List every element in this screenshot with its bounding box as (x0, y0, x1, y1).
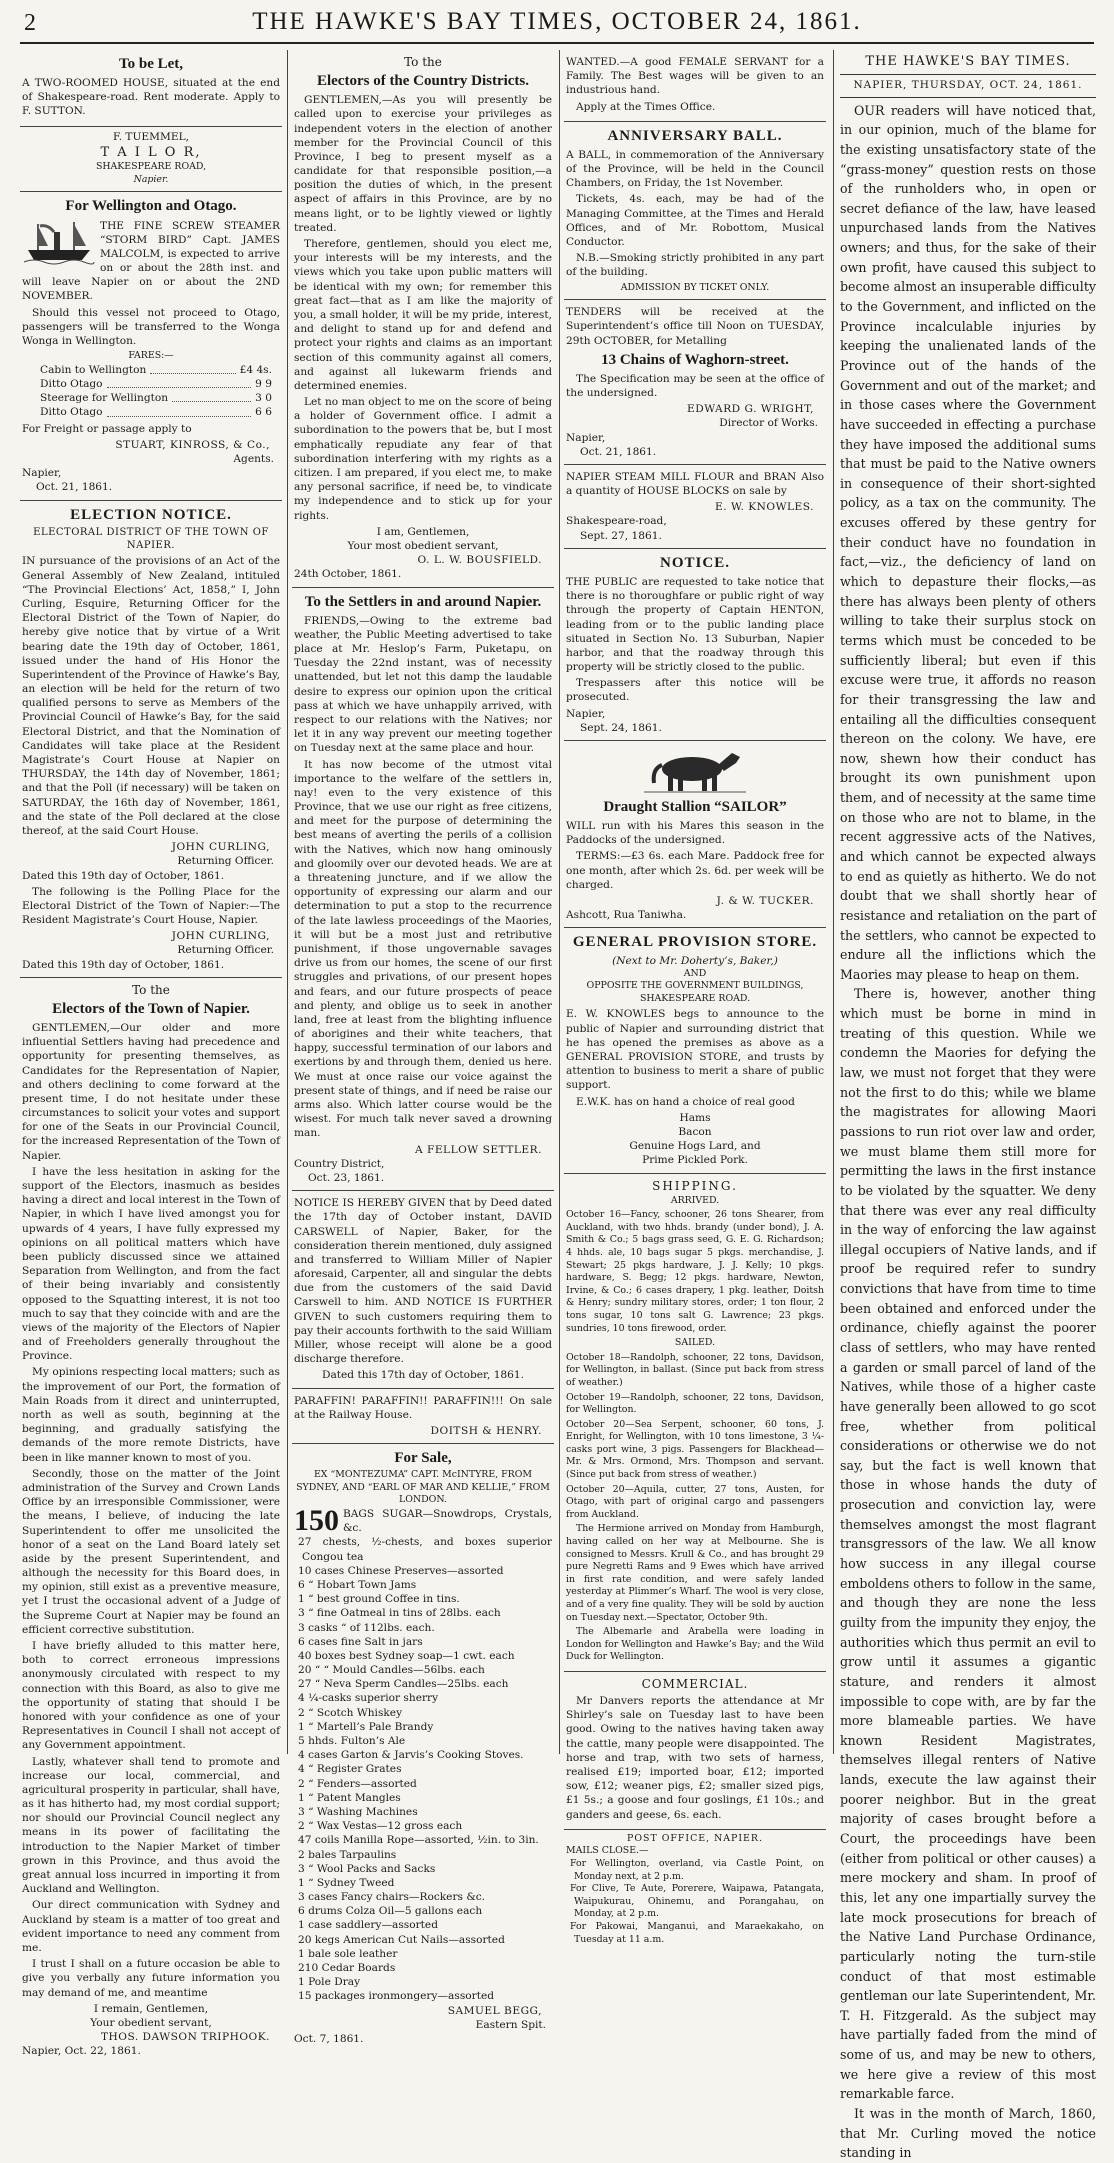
carswell-notice (292, 1191, 554, 1388)
address-body (294, 614, 552, 1141)
page-number: 2 (24, 10, 36, 36)
advert-note: Should this vessel not proceed to Otago, passengers will be transferred to the Wonga Wonga in Wellington. (22, 306, 280, 348)
signer: JOHN CURLING, (171, 841, 270, 854)
paragraph: There is, however, another thing which must be borne in mind in treating of this question. While we condemn the Maories for defying the law, we must not forget that they were not the first to do this; while we blame the magistrates for allowing Maori passions to run riot over law and order, we must blame them still more for permitting the laws in the first instance to be violated by the squatter. We deny that there was ever any real difficulty in the way of enforcing the law against illegal occupiers of Native lands, and if proof be required refer to sundry convictions that have from time to time been obtained and enforced under the ordinance, chiefly against the poorer class of settlers, who may have rented a garden or small parcel of land of the Natives, while those of a higher caste have generally been allowed to go scot free, whether from political considerations or otherwise we do not say, but the fact is well known that those in whose hands the duty of prosecution and conviction lay, were themselves amongst the most flagrant transgressors of the law. We all know how success in any illegal course emboldens others to follow in the same, and though they are none the less guilty from the impunity they enjoy, the authorities which thus permit an evil to grow until it assumes a gigantic stature, and renders it almost impossible to cope with, are by far the more blameable parties. We have known Resident Magistrates, themselves illegal renters of Native lands, execute the law against their poorer neighbor. But in the great majority of cases brought before a Court, the proceedings have been (either from political or other causes) a mere mockery and sham. In proof of this, let any one impartially survey the late mock prosecutions for breach of the Native Land Purchase Ordinance, particularly noting the turn-stile conduct of that most estimable gentleman our late Superintendent, Mr. T. H. Fitzgerald. As the subject may have partially faded from the mind of some of us, and may be new to others, we here give a review of this most remarkable farce. (840, 986, 1096, 2102)
paragraph: Let no man object to me on the score of being a holder of Government office. I admit a subordination to the powers that be, but I most emphatically repudiate any fear of that subordination interfering with my rights as a citizen. I am prepared, if you elect me, to make any personal sacrifice, if need be, to vindicate my independence and to stick up for your rights. (294, 396, 552, 522)
sale-items-list (294, 1535, 552, 2003)
sale-item: 3 “ Washing Machines (298, 1805, 418, 1818)
sale-item: 210 Cedar Boards (298, 1962, 396, 1975)
store-sub: (Next to Mr. Doherty’s, Baker,) (612, 954, 778, 967)
tailor-advert (20, 127, 282, 193)
store-good: Prime Pickled Pork. (642, 1154, 748, 1167)
store-good: Bacon (678, 1125, 712, 1138)
signer: DOITSH & HENRY. (430, 1424, 542, 1437)
wanted-advert (564, 50, 826, 122)
closing: Your obedient servant, (90, 2016, 212, 2029)
advert-title: Electors of the Town of Napier. (52, 1000, 250, 1017)
sale-item: 4 ¼-casks superior sherry (298, 1692, 439, 1705)
advert-date: Oct. 21, 1861. (36, 481, 113, 494)
paragraph: October 20—Sea Serpent, schooner, 60 tons, J. Enright, for Wellington, with 10 tons limestone, 3 ¼-casks port wine, 3 pigs. Passengers for Blackhead—Mr. & Mrs. Ormond, Mrs. Thompson and servant. (Since put back from stress of weather.) (566, 1418, 824, 1481)
advert-title: ANNIVERSARY BALL. (607, 127, 783, 144)
sale-item: 6 cases fine Salt in jars (298, 1635, 423, 1648)
column-3 (564, 50, 826, 1945)
advert-title: To the Settlers in and around Napier. (304, 593, 542, 610)
fare-row (22, 377, 280, 391)
sale-item: 3 casks “ of 112lbs. each. (298, 1621, 435, 1634)
column-rule (287, 50, 288, 1754)
signer: EDWARD G. WRIGHT, (686, 403, 814, 416)
stallion-terms: TERMS:—£3 6s. each Mare. Paddock free for one month, after which 2s. 6d. per week will be charged. (566, 850, 824, 891)
advert-date: 24th October, 1861. (294, 568, 402, 581)
advert-body: PARAFFIN! PARAFFIN!! PARAFFIN!!! On sale at the Railway House. (294, 1394, 552, 1421)
sale-item: 40 boxes best Sydney soap—1 cwt. each (298, 1649, 515, 1662)
paragraph: I have briefly alluded to this matter here, both to correct erroneous impressions anonymously circulated with respect to my connection with this Board, as also to give me the opportunity of stating that should I be honored with your confidence as one of your Representatives in Council I shall not accept of any Government appointment. (22, 1640, 280, 1752)
paragraph: Lastly, whatever shall tend to promote and increase our local, commercial, and agricultural prosperity in particular, shall have, as it has hitherto had, my most cordial support; nor should our Provincial Council neglect any means in its power of facilitating the introduction to the Napier Market of timber grown in this Province, and thus avoid the great annual loss incurred in importing it from Auckland and Wellington. (22, 1755, 280, 1896)
signer-role: Returning Officer. (177, 944, 274, 957)
advert-place: Napier, (566, 707, 606, 720)
sale-item: 15 packages ironmongery—assorted (298, 1990, 494, 2003)
newspaper-title: THE HAWKE'S BAY TIMES, OCTOBER 24, 1861. (252, 8, 862, 35)
tailor-trade: T A I L O R, (100, 144, 202, 160)
triphook-address (20, 978, 282, 2064)
advert-body: TENDERS will be received at the Superintendent’s office till Noon on TUESDAY, 29th OCTOBER, for Metalling (566, 306, 824, 347)
sale-item: 3 “ fine Oatmeal in tins of 28lbs. each (298, 1607, 501, 1620)
advert-body: WILL run with his Mares this season in the Paddocks of the undersigned. (566, 820, 824, 847)
advert-title: GENERAL PROVISION STORE. (572, 934, 818, 951)
paragraph: Our direct communication with Sydney and Auckland by steam is a matter of too great and evident importance to need any comment from me. (22, 1899, 280, 1954)
horse-icon (566, 747, 824, 795)
fare-price: 6 6 (255, 406, 272, 419)
store-sub: OPPOSITE THE GOVERNMENT BUILDINGS, SHAKESPEARE ROAD. (586, 980, 804, 1004)
advert-body: NAPIER STEAM MILL FLOUR and BRAN Also a quantity of HOUSE BLOCKS on sale by (566, 470, 824, 498)
fare-price: £4 4s. (239, 363, 272, 376)
mail-line: For Pakowai, Manganui, and Maraekakaho, on Tuesday at 11 a.m. (570, 1920, 824, 1945)
sale-item: 2 “ Wax Vestas—12 gross each (298, 1820, 463, 1833)
leader-dots (107, 405, 252, 416)
dated-line: Dated this 17th day of October, 1861. (321, 1369, 525, 1382)
editorial-body (840, 101, 1096, 2163)
sale-item: 1 “ Patent Mangles (298, 1791, 401, 1804)
sailings-list (566, 1352, 824, 1522)
signer: A FELLOW SETTLER. (414, 1143, 542, 1156)
shipping-news (566, 1523, 824, 1664)
advert-title: NOTICE. (660, 554, 730, 571)
district-heading: ELECTORAL DISTRICT OF THE TOWN OF NAPIER. (33, 526, 269, 551)
sale-item: 3 “ Wool Packs and Sacks (298, 1862, 436, 1875)
sale-item: 20 kegs American Cut Nails—assorted (298, 1933, 505, 1946)
for-sale-advert (292, 1444, 554, 2051)
advert-place: Shakespeare-road, (566, 515, 667, 528)
sale-item: 2 “ Fenders—assorted (298, 1777, 417, 1790)
sale-item: 4 cases Garton & Jarvis’s Cooking Stoves. (298, 1749, 524, 1762)
mails-label: MAILS CLOSE.— (566, 1845, 649, 1857)
polling-place: The following is the Polling Place for the Electoral District of the Town of Napier:—The Resident Magistrate’s Court House, Napier. (22, 885, 280, 927)
sale-item: 10 cases Chinese Preserves—assorted (298, 1564, 504, 1577)
shipping-arrived: ARRIVED. (670, 1194, 720, 1206)
advert-body: NOTICE IS HEREBY GIVEN that by Deed dated the 17th day of October instant, DAVID CARSWELL of Napier, Baker, for the consideration therein mentioned, duly assigned and transferred to William Miller of Napier aforesaid, Carpenter, all and singular the debts due from the customers of the said David Carswell to him. AND NOTICE IS FURTHER GIVEN to such customers requiring them to pay their accounts forthwith to the said William Miller, whose receipt will alone be a good discharge therefore. (294, 1197, 552, 1366)
fare-label: Ditto Otago (40, 378, 103, 390)
editorial-date: NAPIER, THURSDAY, OCT. 24, 1861. (840, 75, 1096, 97)
tenders-spec: The Specification may be seen at the office of the undersigned. (566, 372, 824, 399)
paragraph: Secondly, those on the matter of the Joint administration of the Survey and Crown Lands Office by an irresponsible Commissioner, were the means, I believe, of inducing the late Superintendent to offer me unsolicited the honor of a seat on the Land Board lately set aside by the present Superintendent, and although the necessity for this Board does, in my opinion, still exist as a preventive measure, yet I trust the occasional advent of a Judge of the Supreme Court at Napier may be found an efficient corrective substitution. (22, 1467, 280, 1636)
tailor-town: Napier. (133, 173, 169, 185)
commercial-body: Mr Danvers reports the attendance at Mr Shirley’s sale on Tuesday last to have been good. Owing to the natives having taken away the cattle, many people were disappointed. The horse and trap, with two sets of harness, realised £19; imported boar, £12; imported sow, £12; weaner pigs, £2; smaller sized pigs, £1 5s.; a goose and four goslings, £1 10s.; and ganders and geese, 6s. each. (566, 1695, 824, 1821)
column-2 (292, 50, 554, 2045)
agents-name: STUART, KINROSS, & Co., (115, 438, 270, 451)
sale-item: 3 cases Fancy chairs—Rockers &c. (298, 1891, 486, 1904)
dated-line: Dated this 19th day of October, 1861. (22, 958, 225, 971)
advert-title: To the (132, 982, 170, 997)
advert-body: IN pursuance of the provisions of an Act of the General Assembly of New Zealand, intituled “The Provincial Elections’ Act, 1858,” I, John Curling, Esquire, Returning Officer for the Electoral District of the Town of Napier, do hereby give notice that by virtue of a Writ bearing date the 19th day of October, 1861, issued under the hand of His Honor the Superintendent of the Province of Hawke’s Bay, an election will be held for the return of two qualified persons to serve as Members of the Provincial Council of Hawke’s Bay, for the said Electoral District, and that the Nomination of Candidates will take place at the Resident Magistrate’s Court House at Napier on THURSDAY, the 14th day of November, 1861; and that the Poll (if necessary) will be taken on SATURDAY, the 16th day of November, 1861, and the state of the Poll declared at the close thereof, at the said Court House. (22, 555, 280, 837)
advert-subtitle: EX “MONTEZUMA” CAPT. McINTYRE, FROM SYDNEY, AND “EARL OF MAR AND KELLIE,” FROM LONDON. (296, 1469, 550, 1506)
paragraph: October 18—Randolph, schooner, 22 tons, Davidson, for Wellington, in ballast. (Since put back from stress of weather.) (566, 1351, 824, 1388)
advert-body: A BALL, in commemoration of the Anniversary of the Province, will be held in the Council Chambers, on Friday, the 1st November. (566, 148, 824, 190)
store-good: Genuine Hogs Lard, and (629, 1140, 761, 1153)
signer: J. & W. TUCKER. (716, 895, 814, 908)
sale-item: 1 “ Martell’s Pale Brandy (298, 1720, 434, 1733)
closing: Your most obedient servant, (347, 539, 499, 552)
sale-item: 1 “ Sydney Tweed (298, 1876, 395, 1889)
stallion-advert (564, 741, 826, 928)
ball-admission: ADMISSION BY TICKET ONLY. (620, 281, 770, 293)
signer: SAMUEL BEGG, (447, 2004, 542, 2017)
trespass-warning: Trespassers after this notice will be prosecuted. (566, 677, 824, 704)
sale-first-item: BAGS SUGAR—Snowdrops, Crystals, &c. (343, 1508, 552, 1535)
sale-item: 20 “ “ Mould Candles—56lbs. each (298, 1664, 485, 1677)
flour-advert (564, 465, 826, 549)
closing: I remain, Gentlemen, (93, 2002, 209, 2015)
post-office-section (564, 1830, 826, 1951)
advert-body: THE PUBLIC are requested to take notice that there is no thoroughfare or public right of way through the property of Captain HENTON, leading from or to the public landing place situated in Section No. 13 Suburban, Napier harbor, and that the roadway through this property will be strictly closed to the public. (566, 575, 824, 674)
sale-item: 1 Pole Dray (298, 1976, 361, 1989)
election-notice (20, 501, 282, 978)
fare-row (22, 405, 280, 419)
advert-body: WANTED.—A good FEMALE SERVANT for a Family. The Best wages will be given to an industrious hand. (566, 56, 824, 97)
column-4-editorial (840, 50, 1096, 2161)
to-let-advert (20, 50, 282, 127)
mail-line: For Wellington, overland, via Castle Point, on Monday next, at 2 p.m. (570, 1857, 824, 1882)
fare-price: 3 0 (255, 392, 272, 405)
advert-body: E. W. KNOWLES begs to announce to the public of Napier and surrounding district that he has opened the premises as above as a GENERAL PROVISION STORE, and trusts by attention to business to merit a share of public support. (566, 1008, 824, 1092)
fare-row (22, 363, 280, 377)
masthead (20, 4, 1094, 44)
advert-title: To the (404, 55, 442, 69)
advert-place: Ashcott, Rua Taniwha. (566, 909, 687, 922)
dated-line: Dated this 19th day of October, 1861. (22, 869, 225, 882)
paragraph: OUR readers will have noticed that, in our opinion, much of the blame for the existing unsatisfactory state of the “grass-money” question rests on those of the runholders who, in open or secret defiance of the law, have leased unpurchased lands from the Natives owners; and thus, for the sake of their own profit, have caused this subject to become almost an insuperable difficulty to the Government, and inflicted on the Province incalculable injuries by keeping the unalienated lands of the Province out of the hands of the Government and out of the market; and in those cases where the Government have succeeded in effecting a purchase they have imposed the additional sums that must be paid to the Native owners in consequence of their short-sighted policy, as a tax on the community. The excuses offered by these gentry for their conduct have no foundation in fact,—viz., the deficiency of land on which to depasture their flocks,—as there has always been plenty of others willing to take their surplus stock on terms which must be conceded to be sufficiently liberal; but even if this excuse were true, it affords no reason for their transgressing the law and entailing all the difficulties consequent thereon on the colony. We have, ere now, shewn how their conduct has brought its own punishment upon them, and of necessity at the same time on those who are not to blame, in the recent aggressive acts of the Natives, and which cannot be expected always to end as quietly as hitherto. We do not doubt that we shall shortly hear of resistance and retaliation on the part of the settlers, who cannot be expected to endure all the inflictions which the Maories may please to heap on them. (840, 102, 1096, 982)
sale-item: 6 “ Hobart Town Jams (298, 1578, 417, 1591)
arrivals-list (566, 1209, 824, 1335)
paragraph: FRIENDS,—Owing to the extreme bad weather, the Public Meeting advertised to take place at Mr. Heslop’s Farm, Puketapu, on Tuesday the 22nd instant, was of necessity unattended, but let not this damp the laudable desire to express our opinion upon the critical pass at which we have unhappily arrived, with respect to our relations with the Natives; nor let it in any way prevent our meeting together on Tuesday next at the same place and hour. (294, 614, 552, 755)
advert-title: To be Let, (118, 56, 184, 72)
advert-place: Napier, (566, 431, 606, 444)
fares-list (22, 363, 280, 420)
steamship-icon (24, 220, 94, 268)
steamer-advert (20, 192, 282, 500)
advert-title: For Sale, (394, 1450, 452, 1467)
signer-role: Returning Officer. (177, 855, 274, 868)
fare-label: Ditto Otago (40, 406, 103, 419)
address-body (294, 93, 552, 523)
sale-lead (294, 1504, 552, 1538)
advert-body: THE FINE SCREW STEAMER “STORM BIRD” Capt. JAMES MALCOLM, is expected to arrive on or about the 28th inst. and will leave Napier on or about the 2ND NOVEMBER. (22, 219, 280, 303)
advert-place: Napier, (22, 467, 62, 480)
advert-title: Electors of the Country Districts. (316, 73, 530, 90)
column-1 (20, 50, 282, 2058)
paragraph: October 19—Randolph, schooner, 22 tons, Davidson, for Wellington. (566, 1391, 824, 1416)
section-title: COMMERCIAL. (641, 1676, 749, 1691)
fare-price: 9 9 (255, 378, 272, 390)
paragraph: GENTLEMEN,—As you will presently be called upon to exercise your privileges as independent voters in the election of another member for the Provincial Council of this Province, I beg to present myself as a candidate for that responsible position,—a position the duties of which, in the present aspect of affairs in this Province, are by no means light, or to be lightly viewed or lightly treated. (294, 94, 552, 234)
advert-date: Oct. 7, 1861. (294, 2032, 364, 2045)
paragraph: GENTLEMEN,—Our older and more influential Settlers having had precedence and opportunity for presenting themselves, as Candidates for the Representation of Napier, and others declining to come forward at the present time, I do not hesitate under these circumstances to solicit your votes and support for one of the Seats in our Provincial Council, for the increased Representation of the Town of Napier. (22, 1021, 280, 1162)
shipping-sailed: SAILED. (674, 1337, 716, 1349)
paragraph: My opinions respecting local matters; such as the improvement of our Port, the formation of Main Roads from it direct and uninterrupted, north as well as south, beginning at the beginning, and gradually satisfying the demands of the more remote Districts, have been in like manner known to most of you. (22, 1366, 280, 1464)
sale-item: 1 “ best ground Coffee in tins. (298, 1593, 460, 1606)
store-good: Hams (679, 1111, 711, 1124)
closing: I am, Gentlemen, (376, 525, 470, 538)
advert-date: Oct. 21, 1861. (580, 445, 657, 458)
agents-role: Agents. (233, 452, 274, 465)
section-title: SHIPPING. (652, 1178, 738, 1193)
sale-item: 27 “ Neva Sperm Candles—25lbs. each (298, 1678, 509, 1691)
advert-body: A TWO-ROOMED HOUSE, situated at the end of Shakespeare-road. Rent moderate. Apply to F. SUTTON. (22, 77, 280, 118)
mail-line: For Clive, Te Aute, Porerere, Waipawa, Patangata, Waipukurau, Ohinemu, and Porangahau, on Monday, at 2 p.m. (570, 1883, 824, 1920)
sale-item: 47 coils Manilla Rope—assorted, ½in. to 3in. (298, 1834, 539, 1847)
editorial-header: THE HAWKE'S BAY TIMES. (840, 50, 1096, 75)
paragraph: It has now become of the utmost vital importance to the welfare of the settlers in, nay! even to the very existence of this Province, that we use our right as free citizens, and meet for the purpose of determining the best means of averting the perils of a collision with the Natives, which now hang ominously and gloomily over our devoted heads. We are at a threatening juncture, and if we allow the opportunity of expressing our alarm and our determination to put a stop to the recurrence of the late lawless proceedings of the Maories, it will but be a most just and retributive punishment, if those ungovernable savages drive us from our homes, the scene of our first struggles and privations, of our present hopes and fears, and our future prospects of peace and plenty, and oblige us to seek in another land, free at least from the blighting influence of aborigines and their white teachers, that happy, successful termination of our labors and exertions by and through them, denied us here. We must at once raise our voice against the present state of things, and if need be raise our arms also. Which latter course would be the wisest. For much talk never saved a drowning man. (294, 758, 552, 1140)
sale-item: 27 chests, ½-chests, and boxes superior Congou tea (298, 1536, 552, 1563)
advert-date: Sept. 24, 1861. (580, 721, 662, 734)
column-rule (559, 50, 560, 1754)
tenders-headline: 13 Chains of Waghorn-street. (601, 351, 789, 368)
advert-title: Draught Stallion “SAILOR” (603, 799, 787, 815)
advert-title: For Wellington and Otago. (65, 198, 237, 215)
settlers-address (292, 588, 554, 1192)
leader-dots (150, 363, 235, 374)
signer: THOS. DAWSON TRIPHOOK. (100, 2031, 270, 2044)
paragraph: Therefore, gentlemen, should you elect me, your interests will be my interests, and the views which you take upon public matters will be identical with my own; for remember this great fact—that as I am like the majority of you, a small holder, it will be my pride, interest, and delight to stand up for and defend and protect your rights and claims as an important section of this community against all comers, and against all lukewarm friends and determined enemies. (294, 238, 552, 392)
paragraph: The Hermione arrived on Monday from Hamburgh, having called on her way at Melbourne. She is consigned to Messrs. Krull & Co., and has brought 29 pure Negretti Rams and 9 Ewes which have arrived in first rate condition, and were safely landed yesterday at Plimmer’s Wharf. The wool is very close, and of a very fine quality. They will be sold by auction on Tuesday next.—Spectator, October 9th. (566, 1523, 824, 1623)
leader-dots (172, 391, 251, 402)
shipping-section (564, 1174, 826, 1672)
mail-lines (566, 1858, 824, 1946)
paragraph: It was in the month of March, 1860, that Mr. Curling moved the notice standing in (840, 2105, 1096, 2161)
signer: E. W. KNOWLES. (714, 501, 814, 514)
sale-item: 2 “ Scotch Whiskey (298, 1706, 403, 1719)
sale-item: 1 case saddlery—assorted (298, 1919, 438, 1932)
signer: JOHN CURLING, (171, 930, 270, 943)
column-rule (833, 50, 834, 1754)
paragraph: The Albemarle and Arabella were loading in London for Wellington and Hawke’s Bay; and the Wild Duck for Wellington. (566, 1626, 824, 1663)
sale-item: 4 “ Register Grates (298, 1763, 402, 1776)
paragraph: I have the less hesitation in asking for the support of the Electors, inasmuch as besides having a direct and local interest in the Town of Napier, in which I have lived amongst you for upwards of 4 years, I have fully expressed my opinions on all political matters which have been publicly discussed since we attained Separation from Wellington, and from the fact of their being invariably and consistently opposed to the Squatting interest, it is not too much to say that they coincide with and are the views of the majority of the Electors of Napier and of Freeholders generally throughout the Province. (22, 1165, 280, 1363)
ball-nb: N.B.—Smoking strictly prohibited in any part of the building. (566, 252, 824, 279)
fares-label: FARES:— (128, 350, 174, 362)
commercial-section (564, 1672, 826, 1830)
fare-label: Cabin to Wellington (40, 363, 147, 376)
address-body (22, 1021, 280, 2000)
paragraph: October 16—Fancy, schooner, 26 tons Shearer, from Auckland, with two hhds. brandy (under bond), J. A. Smith & Co.; 5 bags grass seed, G. E. G. Richardson; 4 hhds. ale, 10 bags sugar 5 pkgs. merchandise, J. Stewart; 25 pkgs hardware, J. J. Kelly; 10 pkgs. hardware, S. Begg; 12 pkgs. hardware, Newton, Irvine, & Co.; 6 cases drapery, 1 pkg. leather, Doitsh & Henry; sundry military stores, order; 1 ton flour, 2 tons sugar, 10 tons salt G. Lawrence; 23 pkgs. sundries, 10 tons firewood, order. (566, 1209, 824, 1334)
paraffin-advert (292, 1389, 554, 1445)
paragraph: I trust I shall on a future occasion be able to give you verbally any future information you may demand of me, and meantime (22, 1958, 280, 1999)
section-title: POST OFFICE, NAPIER. (627, 1832, 763, 1844)
freight-line: For Freight or passage apply to (22, 422, 192, 435)
tenders-advert (564, 300, 826, 465)
tailor-name: F. TUEMMEL, (113, 130, 189, 143)
sale-item: 1 bale sole leather (298, 1947, 398, 1960)
advert-date: Napier, Oct. 22, 1861. (22, 2045, 141, 2058)
ball-tickets: Tickets, 4s. each, may be had of the Managing Committee, at the Times and Herald Offices, and of Mr. Robottom, Musical Conductor. (566, 193, 824, 248)
advert-date: Sept. 27, 1861. (580, 529, 662, 542)
ball-advert (564, 122, 826, 300)
signer-place: Eastern Spit. (475, 2018, 546, 2031)
signer: O. L. W. BOUSFIELD. (417, 554, 542, 567)
signer-role: Director of Works. (719, 417, 818, 430)
advert-title: ELECTION NOTICE. (70, 506, 232, 523)
sale-item: 6 drums Colza Oil—5 gallons each (298, 1905, 483, 1918)
fare-label: Steerage for Wellington (40, 392, 169, 405)
sale-item: 2 bales Tarpaulins (298, 1848, 397, 1861)
bousfield-address (292, 50, 554, 588)
sale-item: 5 hhds. Fulton’s Ale (298, 1735, 406, 1748)
provision-store-advert (564, 928, 826, 1173)
tailor-address: SHAKESPEARE ROAD, (95, 161, 207, 173)
paragraph: October 20—Aquila, cutter, 27 tons, Austen, for Otago, with part of original cargo and passengers from Auckland. (566, 1483, 824, 1520)
sale-big-number: 150 (294, 1504, 339, 1538)
advert-apply: Apply at the Times Office. (576, 100, 716, 113)
leader-dots (107, 377, 252, 388)
advert-place: Country District, (294, 1157, 385, 1170)
store-sub: AND (683, 967, 707, 979)
trespass-notice (564, 549, 826, 741)
store-hand: E.W.K. has on hand a choice of real good (576, 1095, 795, 1108)
fare-row (22, 391, 280, 405)
advert-date: Oct. 23, 1861. (308, 1171, 385, 1184)
store-goods-list (566, 1111, 824, 1168)
